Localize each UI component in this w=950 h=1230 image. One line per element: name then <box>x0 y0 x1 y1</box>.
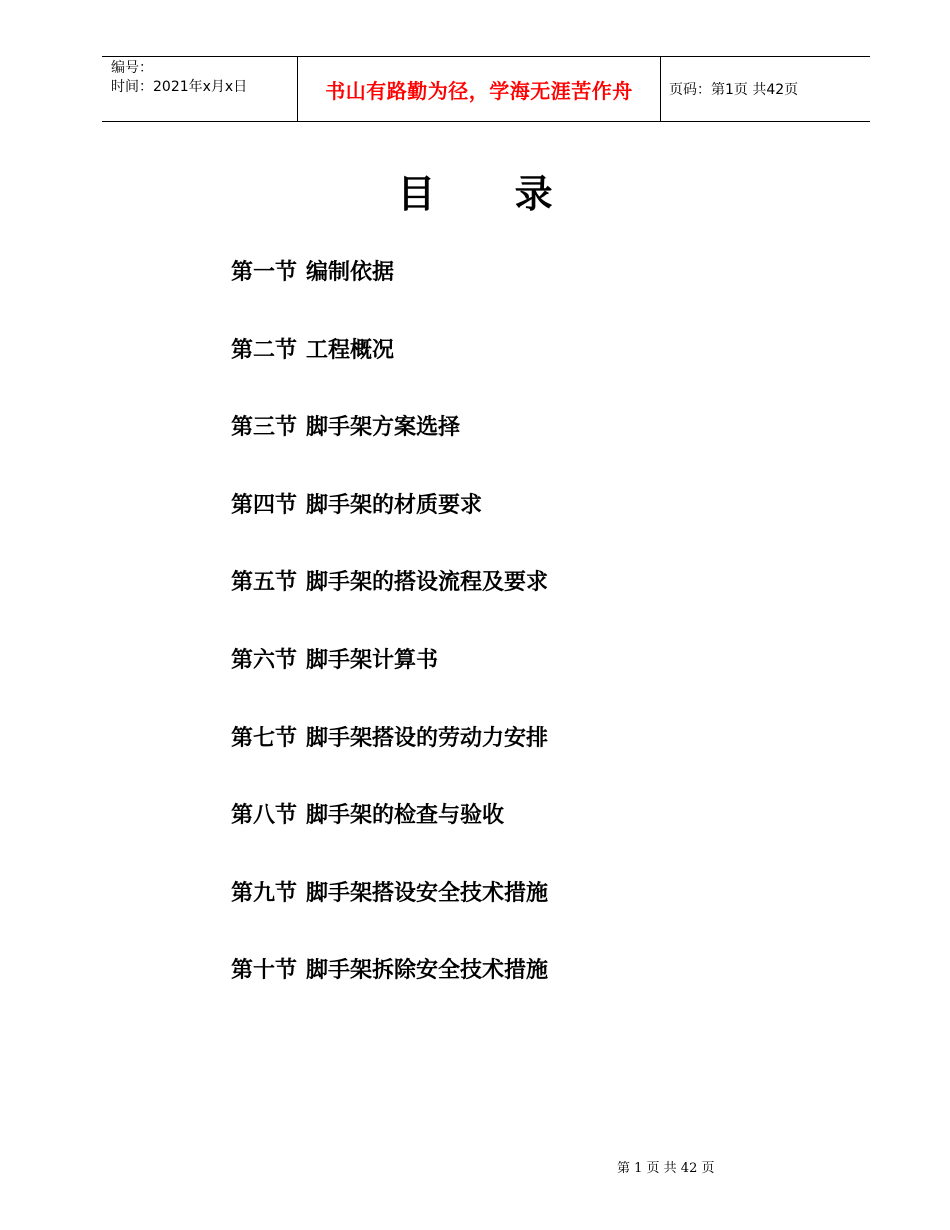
table-of-contents <box>231 256 548 1032</box>
toc-title: 脚手架的材质要求 <box>306 492 483 518</box>
toc-section: 第七节 <box>231 725 298 751</box>
toc-title: 编制依据 <box>306 260 395 285</box>
toc-title: 工程概况 <box>306 337 395 363</box>
motto-text: 书山有路勤为径，学海无涯苦作舟 <box>325 78 633 103</box>
toc-title: 脚手架计算书 <box>306 647 439 673</box>
header-page-info: 页码：第1页 共42页 <box>669 82 799 98</box>
toc-section: 第十节 <box>231 958 298 984</box>
page-title: 目 录 <box>397 171 553 216</box>
toc-section: 第九节 <box>231 880 298 906</box>
toc-title: 脚手架的搭设流程及要求 <box>306 570 549 596</box>
toc-section: 第三节 <box>231 415 298 441</box>
toc-item <box>231 566 548 644</box>
header-table <box>102 56 870 122</box>
toc-title: 脚手架方案选择 <box>306 415 461 441</box>
toc-section: 第六节 <box>231 647 298 673</box>
toc-item <box>231 411 548 489</box>
toc-title: 脚手架拆除安全技术措施 <box>306 958 549 984</box>
toc-section: 第一节 <box>231 260 298 285</box>
header-meta-cell <box>102 57 298 121</box>
header-page-cell <box>661 57 870 121</box>
toc-title: 脚手架的检查与验收 <box>306 803 505 829</box>
toc-item <box>231 722 548 800</box>
document-time-label: 时间：2021年x月x日 <box>111 79 248 95</box>
document-number-label: 编号： <box>111 60 153 76</box>
toc-title: 脚手架搭设安全技术措施 <box>306 880 549 906</box>
toc-item <box>231 954 548 1032</box>
header-motto-cell <box>298 57 661 121</box>
toc-section: 第八节 <box>231 803 298 829</box>
toc-section: 第四节 <box>231 492 298 518</box>
toc-item <box>231 334 548 412</box>
toc-item <box>231 799 548 877</box>
toc-item <box>231 644 548 722</box>
toc-section: 第五节 <box>231 570 298 596</box>
toc-item <box>231 489 548 567</box>
toc-title: 脚手架搭设的劳动力安排 <box>306 725 549 751</box>
toc-item <box>231 877 548 955</box>
page-footer: 第 1 页 共 42 页 <box>617 1161 715 1176</box>
toc-item <box>231 256 548 334</box>
toc-section: 第二节 <box>231 337 298 363</box>
